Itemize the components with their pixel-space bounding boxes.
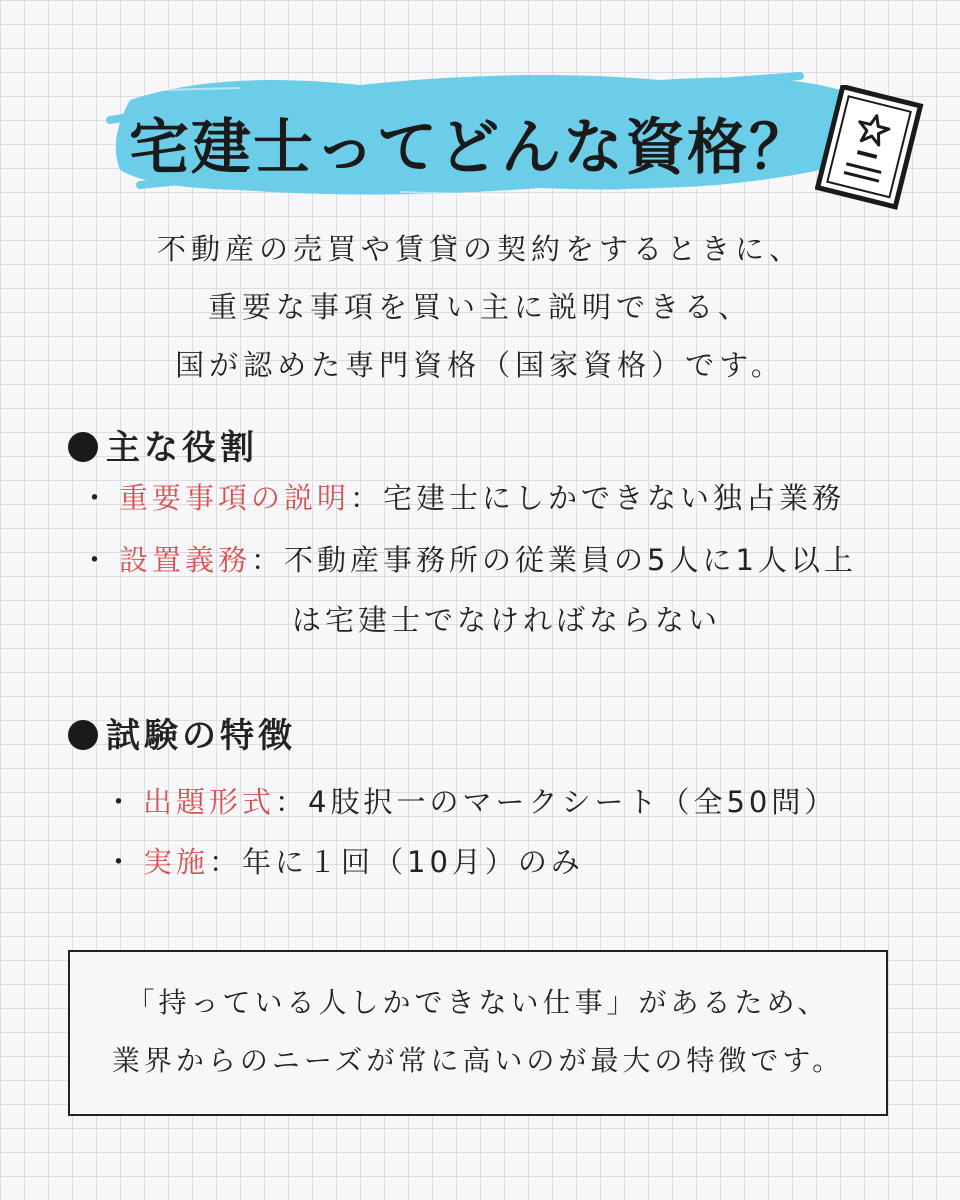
list-mark: ・ xyxy=(80,481,114,515)
list-item-key: 重要事項の説明 xyxy=(119,481,351,515)
note-line: 業界からのニーズが常に高いのが最大の特徴です。 xyxy=(111,1044,845,1077)
certificate-star-icon xyxy=(815,85,925,210)
intro-line: 不動産の売買や賃貸の契約をするときに、 xyxy=(156,232,803,266)
list-item-text: ：不動産事務所の従業員の5人に1人以上 xyxy=(251,543,857,577)
list-item xyxy=(80,476,845,517)
list-item-text: ：4肢択一のマークシート（全50問） xyxy=(275,785,838,819)
list-item-continuation: は宅建士でなければならない xyxy=(292,603,722,637)
bullet-dot-icon xyxy=(68,720,98,750)
list-item-key: 実施 xyxy=(143,845,210,879)
title-banner xyxy=(100,60,860,210)
list-item xyxy=(104,780,837,821)
section-heading-roles xyxy=(68,420,258,469)
list-item-key: 出題形式 xyxy=(143,785,276,819)
intro-line: 国が認めた専門資格（国家資格）です。 xyxy=(175,348,785,382)
list-item-text: ：宅建士にしかできない独占業務 xyxy=(350,481,846,515)
list-item-text: ：年に１回（10月）のみ xyxy=(209,845,584,879)
list-mark: ・ xyxy=(104,845,138,879)
note-line: 「持っている人しかできない仕事」があるため、 xyxy=(126,986,830,1019)
section-heading-label: 主な役割 xyxy=(106,428,258,468)
page-title: 宅建士ってどんな資格？ xyxy=(129,113,811,183)
list-item-key: 設置義務 xyxy=(119,543,252,577)
section-heading-exam xyxy=(68,708,296,757)
section-heading-label: 試験の特徴 xyxy=(106,716,296,756)
intro-line: 重要な事項を買い主に説明できる、 xyxy=(207,290,752,324)
list-item xyxy=(80,538,857,579)
list-mark: ・ xyxy=(80,543,114,577)
list-item xyxy=(104,840,584,881)
list-mark: ・ xyxy=(104,785,138,819)
summary-note-box xyxy=(68,950,888,1116)
bullet-dot-icon xyxy=(68,432,98,462)
intro-text xyxy=(40,220,920,394)
